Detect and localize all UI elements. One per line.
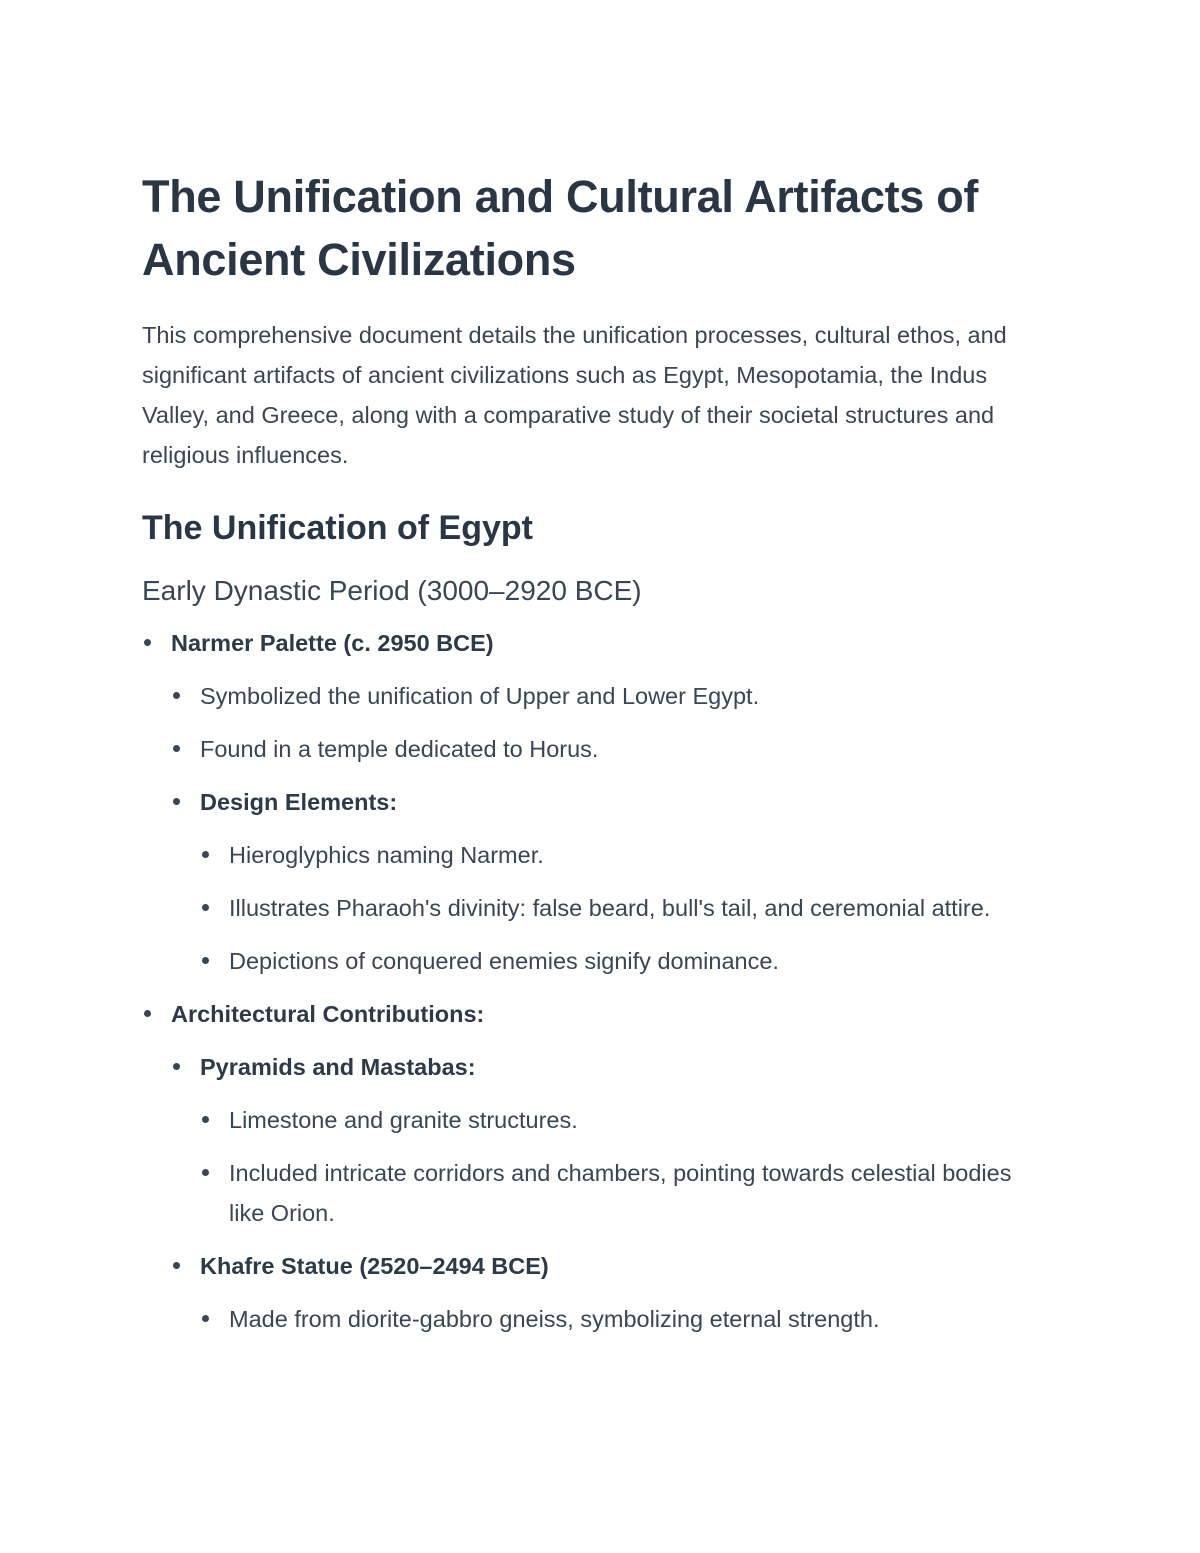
list-item-text: Made from diorite-gabbro gneiss, symbolizing eternal strength.	[229, 1306, 880, 1332]
list-item-text: Symbolized the unification of Upper and Lower Egypt.	[200, 683, 760, 709]
list-item	[171, 1047, 1047, 1233]
list-item-label: Design Elements:	[200, 789, 398, 815]
list-item	[171, 676, 1047, 716]
list-item	[200, 941, 1047, 981]
list-item	[142, 994, 1047, 1339]
list-item-label: Pyramids and Mastabas:	[200, 1054, 476, 1080]
list-item	[200, 835, 1047, 875]
document-title: The Unification and Cultural Artifacts of Ancient Civilizations	[142, 171, 979, 285]
bullet-icon	[173, 1262, 180, 1269]
bullet-icon	[173, 745, 180, 752]
list-item-text: Included intricate corridors and chambers, pointing towards celestial bodies like Orion.	[229, 1160, 1012, 1226]
bullet-icon	[144, 1010, 151, 1017]
bullet-icon	[202, 851, 209, 858]
bullet-icon	[173, 692, 180, 699]
bullet-icon	[173, 1063, 180, 1070]
outline-list	[142, 623, 1047, 1339]
sub-list	[200, 835, 1047, 981]
sub-list	[200, 1100, 1047, 1233]
sub-list	[171, 676, 1047, 981]
sub-list	[200, 1299, 1047, 1339]
list-item	[171, 1246, 1047, 1339]
section-heading: The Unification of Egypt	[142, 509, 533, 547]
list-item-text: Found in a temple dedicated to Horus.	[200, 736, 599, 762]
document-page	[142, 165, 1047, 1339]
list-item	[200, 1299, 1047, 1339]
bullet-icon	[173, 798, 180, 805]
bullet-icon	[144, 639, 151, 646]
intro-paragraph: This comprehensive document details the unification processes, cultural ethos, and significant artifacts of ancient civilizations such as Egypt, Mesopotamia, the Indus Valley, and Greece, along with a comparative study of their societal structures and religious influences.	[142, 322, 1007, 468]
list-item-label: Narmer Palette (c. 2950 BCE)	[171, 630, 494, 656]
list-item	[200, 1100, 1047, 1140]
bullet-icon	[202, 957, 209, 964]
list-item-text: Depictions of conquered enemies signify dominance.	[229, 948, 779, 974]
list-item	[200, 888, 1047, 928]
bullet-icon	[202, 1315, 209, 1322]
list-item-text: Limestone and granite structures.	[229, 1107, 578, 1133]
list-item-text: Hieroglyphics naming Narmer.	[229, 842, 544, 868]
list-item-label: Architectural Contributions:	[171, 1001, 485, 1027]
list-item	[171, 782, 1047, 981]
list-item-text: Illustrates Pharaoh's divinity: false beard, bull's tail, and ceremonial attire.	[229, 895, 991, 921]
bullet-icon	[202, 904, 209, 911]
list-item-label: Khafre Statue (2520–2494 BCE)	[200, 1253, 549, 1279]
bullet-icon	[202, 1116, 209, 1123]
list-item	[142, 623, 1047, 981]
bullet-icon	[202, 1169, 209, 1176]
list-item	[171, 729, 1047, 769]
period-heading: Early Dynastic Period (3000–2920 BCE)	[142, 575, 642, 606]
list-item	[200, 1153, 1047, 1233]
sub-list	[171, 1047, 1047, 1339]
